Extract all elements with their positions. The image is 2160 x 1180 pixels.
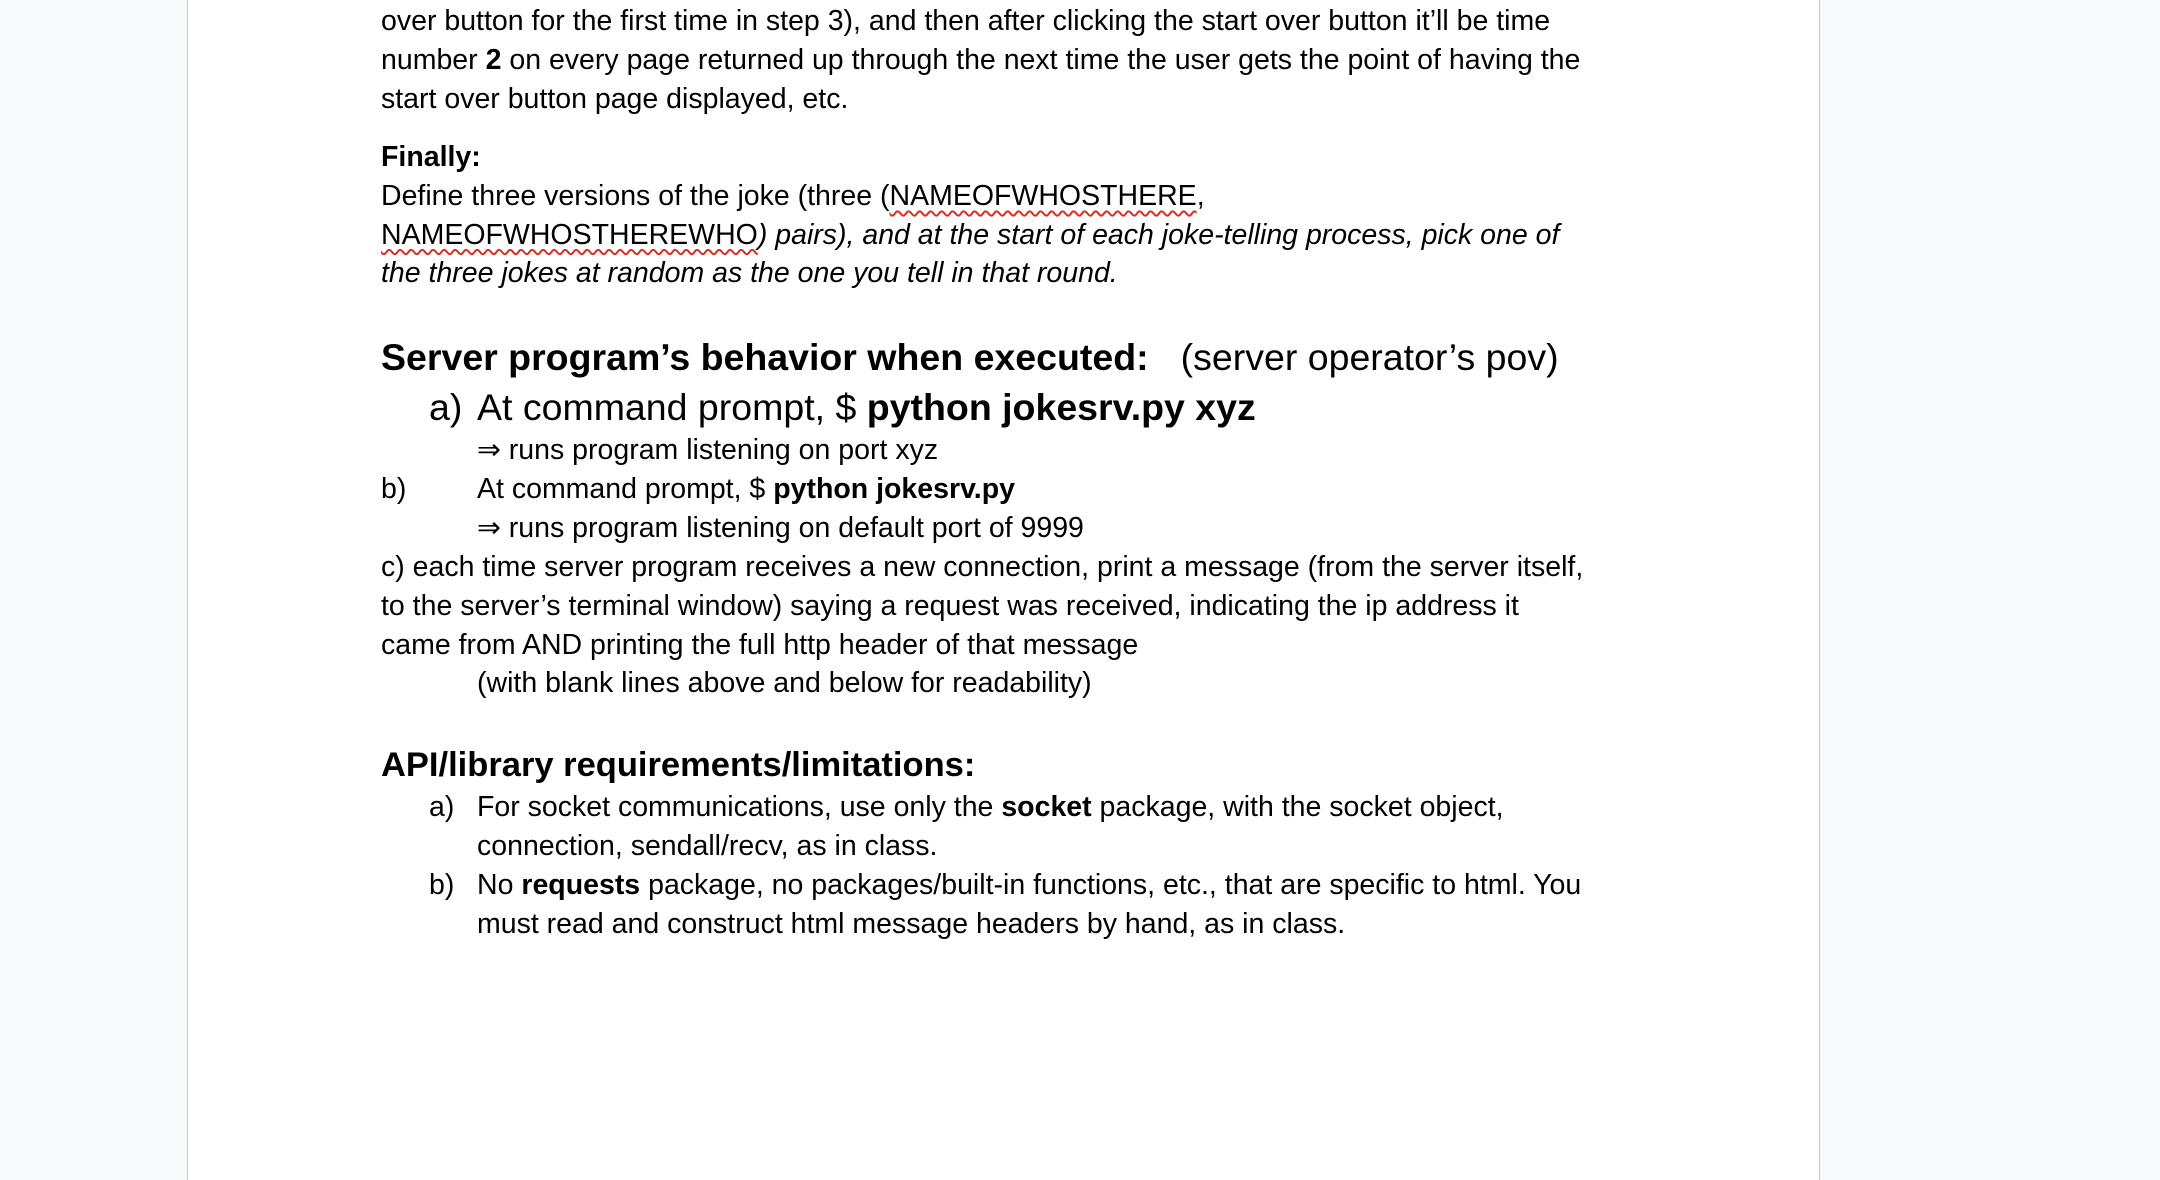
api-item-a bbox=[477, 788, 1504, 866]
intro-line-2-rest: on every page returned up through the next time the user gets the point of having the bbox=[501, 43, 1581, 76]
server-item-c-line-2: to the server’s terminal window) saying a request was received, indicating the ip address it bbox=[381, 589, 1519, 622]
finally-line-1-text: Define three versions of the joke (three ( bbox=[381, 179, 890, 212]
server-item-c-line-1: c) each time server program receives a new connection, print a message (from the server itself, bbox=[381, 551, 1584, 583]
api-item-b-text: No bbox=[477, 869, 522, 901]
api-item-a-rest: package, with the socket object, bbox=[1091, 791, 1504, 823]
finally-section bbox=[381, 138, 1559, 293]
api-item-a-line-2: connection, sendall/recv, as in class. bbox=[477, 829, 938, 862]
intro-line-2 bbox=[381, 41, 1580, 80]
server-item-c bbox=[381, 548, 1583, 703]
spellcheck-word[interactable] bbox=[381, 219, 758, 251]
server-item-b-prompt: At command prompt, $ bbox=[477, 473, 774, 505]
server-heading-pov: (server operator’s pov) bbox=[1180, 336, 1559, 378]
api-item-b-bold: requests bbox=[521, 869, 641, 901]
api-item-b-label: b) bbox=[429, 869, 455, 901]
finally-line-1 bbox=[381, 177, 1559, 216]
server-item-b-command: python jokesrv.py bbox=[773, 473, 1015, 505]
server-item-c-line-3: came from AND printing the full http header of that message bbox=[381, 628, 1139, 661]
api-item-b-line-1 bbox=[477, 866, 1581, 905]
api-item-b bbox=[477, 866, 1581, 944]
api-item-a-line-1 bbox=[477, 788, 1504, 827]
finally-line-2-rest: ) pairs), and at the start of each joke-telling process, pick one of bbox=[757, 218, 1560, 251]
server-item-a bbox=[429, 384, 1256, 430]
api-item-b-rest: package, no packages/built-in functions, etc., that are specific to html. You bbox=[640, 869, 1582, 901]
api-item-b-line-2: must read and construct html message headers by hand, as in class. bbox=[477, 907, 1346, 940]
server-item-a-label: a) bbox=[429, 386, 463, 428]
api-item-a-bold: socket bbox=[1001, 791, 1092, 823]
api-item-a-text: For socket communications, use only the bbox=[477, 791, 1002, 823]
finally-line-1-comma: , bbox=[1196, 179, 1205, 212]
intro-line-1: over button for the first time in step 3), and then after clicking the start over button it’ll be time bbox=[381, 5, 1551, 37]
server-item-a-text bbox=[477, 384, 1256, 430]
server-item-a-prompt: At command prompt, $ bbox=[477, 386, 867, 428]
intro-line-3: start over button page displayed, etc. bbox=[381, 82, 849, 115]
server-item-a-command: python jokesrv.py xyz bbox=[866, 386, 1256, 428]
server-heading bbox=[381, 334, 1559, 380]
intro-bold-number: 2 bbox=[485, 43, 502, 76]
api-item-a-label: a) bbox=[429, 791, 455, 823]
server-item-c-line-4: (with blank lines above and below for readability) bbox=[477, 667, 1092, 700]
finally-line-2 bbox=[381, 216, 1559, 255]
server-heading-bold: Server program’s behavior when executed: bbox=[381, 336, 1149, 378]
intro-paragraph bbox=[381, 2, 1580, 118]
server-item-b-text bbox=[477, 470, 1015, 509]
document-page bbox=[187, 0, 1820, 1180]
finally-heading: Finally: bbox=[381, 141, 481, 173]
finally-line-2-word: NAMEOFWHOSTHEREWHO bbox=[381, 218, 758, 251]
intro-line-2-text: number bbox=[381, 43, 486, 76]
server-item-a-result: ⇒ runs program listening on port xyz bbox=[477, 434, 939, 466]
finally-line-3: the three jokes at random as the one you tell in that round. bbox=[381, 257, 1118, 290]
server-item-b-label: b) bbox=[381, 473, 407, 505]
api-heading: API/library requirements/limitations: bbox=[381, 746, 976, 784]
spellcheck-word[interactable]: NAMEOFWHOSTHERE bbox=[889, 179, 1197, 212]
server-item-b-result: ⇒ runs program listening on default port of 9999 bbox=[477, 512, 1084, 544]
